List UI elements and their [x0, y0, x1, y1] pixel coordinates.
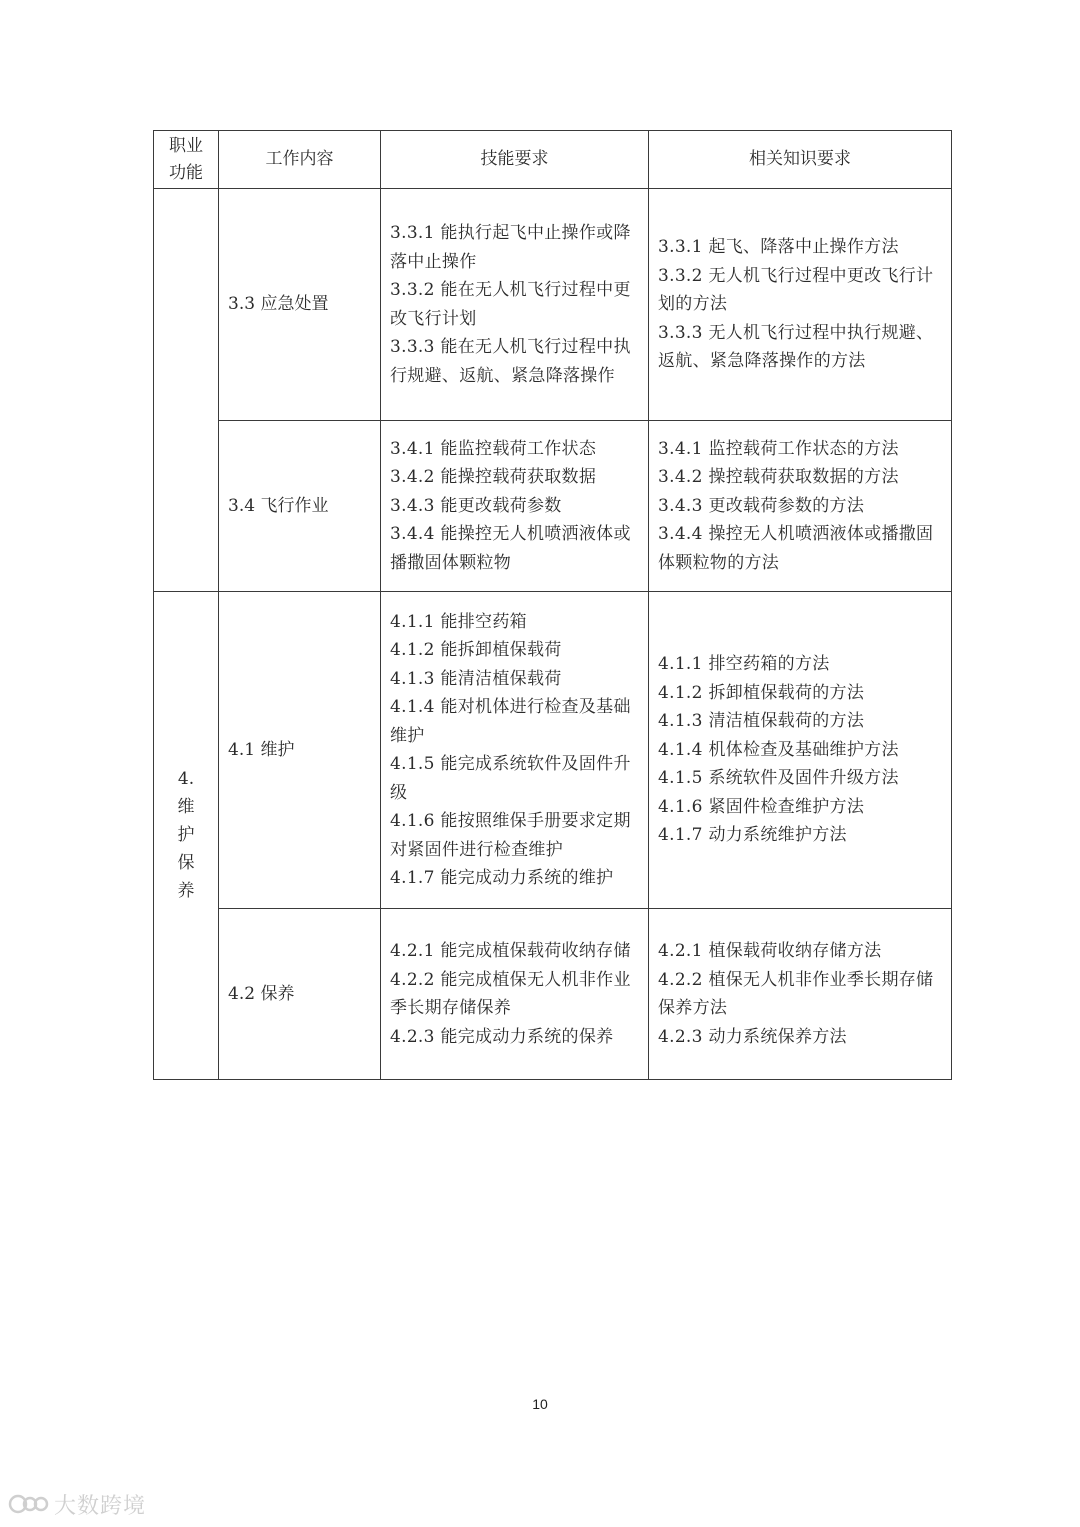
header-work: 工作内容	[219, 131, 381, 189]
list-item: 4.1.7 能完成动力系统的维护	[390, 868, 614, 888]
knowledge-cell	[649, 189, 952, 421]
list-item: 4.1.7 动力系统维护方法	[658, 825, 847, 846]
function-cell-empty	[154, 189, 219, 592]
header-function-label: 职业 功能	[169, 135, 203, 183]
watermark	[8, 1489, 146, 1519]
list-item: 3.3.2 能在无人机飞行过程中更改飞行计划	[390, 280, 631, 329]
list-item: 3.4.2 操控载荷获取数据的方法	[658, 467, 899, 488]
skill-list	[381, 435, 648, 578]
list-item: 4.1.6 紧固件检查维护方法	[658, 796, 865, 817]
header-knowledge: 相关知识要求	[649, 131, 952, 189]
list-item: 4.1.2 能拆卸植保载荷	[390, 640, 562, 660]
work-label: 3.4 飞行作业	[228, 495, 329, 516]
knowledge-cell	[649, 592, 952, 909]
skill-list	[381, 937, 648, 1051]
work-cell	[219, 909, 381, 1080]
work-cell	[219, 189, 381, 421]
table-header-row	[154, 131, 952, 189]
skill-list	[381, 219, 648, 390]
list-item: 3.3.2 无人机飞行过程中更改飞行计划的方法	[658, 265, 934, 315]
list-item: 4.1.4 机体检查及基础维护方法	[658, 739, 899, 760]
watermark-logo-icon	[8, 1491, 50, 1517]
list-item: 4.1.5 能完成系统软件及固件升级	[390, 754, 631, 803]
function-char: 维	[177, 797, 195, 818]
skill-cell	[381, 909, 649, 1080]
function-char: 保	[177, 853, 195, 874]
list-item: 3.4.4 能操控无人机喷洒液体或播撒固体颗粒物	[390, 524, 631, 573]
list-item: 3.4.2 能操控载荷获取数据	[390, 467, 597, 488]
table-row	[154, 592, 952, 909]
list-item: 3.4.4 操控无人机喷洒液体或播撒固体颗粒物的方法	[658, 524, 934, 573]
list-item: 4.2.2 能完成植保无人机非作业季长期存储保养	[390, 969, 631, 1018]
knowledge-cell	[649, 909, 952, 1080]
function-char: 4.	[177, 769, 195, 790]
list-item: 4.1.1 能排空药箱	[390, 611, 527, 632]
skill-cell	[381, 421, 649, 592]
knowledge-list	[649, 435, 951, 578]
function-label-vertical	[175, 765, 197, 905]
list-item: 4.2.2 植保无人机非作业季长期存储保养方法	[658, 969, 934, 1018]
list-item: 3.4.3 能更改载荷参数	[390, 495, 562, 516]
table-row	[154, 189, 952, 421]
list-item: 4.2.3 能完成动力系统的保养	[390, 1026, 614, 1047]
work-cell	[219, 421, 381, 592]
function-char: 养	[177, 881, 195, 902]
list-item: 4.1.3 清洁植保载荷的方法	[658, 711, 865, 732]
list-item: 4.1.1 排空药箱的方法	[658, 654, 830, 675]
list-item: 4.1.6 能按照维保手册要求定期对紧固件进行检查维护	[390, 811, 631, 860]
table-row	[154, 909, 952, 1080]
table-row	[154, 421, 952, 592]
knowledge-list	[649, 650, 951, 850]
list-item: 3.4.1 能监控载荷工作状态	[390, 438, 597, 459]
list-item: 3.3.3 能在无人机飞行过程中执行规避、返航、紧急降落操作	[390, 337, 631, 386]
list-item: 4.2.3 动力系统保养方法	[658, 1026, 847, 1047]
list-item: 3.3.3 无人机飞行过程中执行规避、返航、紧急降落操作的方法	[658, 322, 934, 372]
work-label: 3.3 应急处置	[228, 294, 329, 315]
standard-table-container	[153, 130, 951, 1080]
work-label: 4.1 维护	[228, 739, 295, 760]
function-cell	[154, 592, 219, 1080]
list-item: 3.4.1 监控载荷工作状态的方法	[658, 438, 899, 459]
list-item: 4.2.1 植保载荷收纳存储方法	[658, 941, 882, 961]
list-item: 4.1.5 系统软件及固件升级方法	[658, 768, 899, 789]
page-number: 10	[532, 1396, 548, 1412]
list-item: 3.3.1 能执行起飞中止操作或降落中止操作	[390, 223, 631, 272]
knowledge-cell	[649, 421, 952, 592]
header-function	[154, 131, 219, 189]
skill-list	[381, 608, 648, 893]
list-item: 4.1.3 能清洁植保载荷	[390, 668, 562, 689]
skill-standard-table	[153, 130, 952, 1080]
header-skill: 技能要求	[381, 131, 649, 189]
work-label: 4.2 保养	[228, 983, 295, 1004]
list-item: 4.2.1 能完成植保载荷收纳存储	[390, 941, 631, 961]
list-item: 3.3.1 起飞、降落中止操作方法	[658, 237, 899, 258]
knowledge-list	[649, 233, 951, 376]
work-cell	[219, 592, 381, 909]
function-char: 护	[177, 825, 195, 846]
skill-cell	[381, 189, 649, 421]
skill-cell	[381, 592, 649, 909]
knowledge-list	[649, 937, 951, 1051]
list-item: 4.1.2 拆卸植保载荷的方法	[658, 682, 865, 703]
list-item: 4.1.4 能对机体进行检查及基础维护	[390, 697, 631, 746]
list-item: 3.4.3 更改载荷参数的方法	[658, 495, 865, 516]
watermark-text: 大数跨境	[54, 1492, 147, 1518]
